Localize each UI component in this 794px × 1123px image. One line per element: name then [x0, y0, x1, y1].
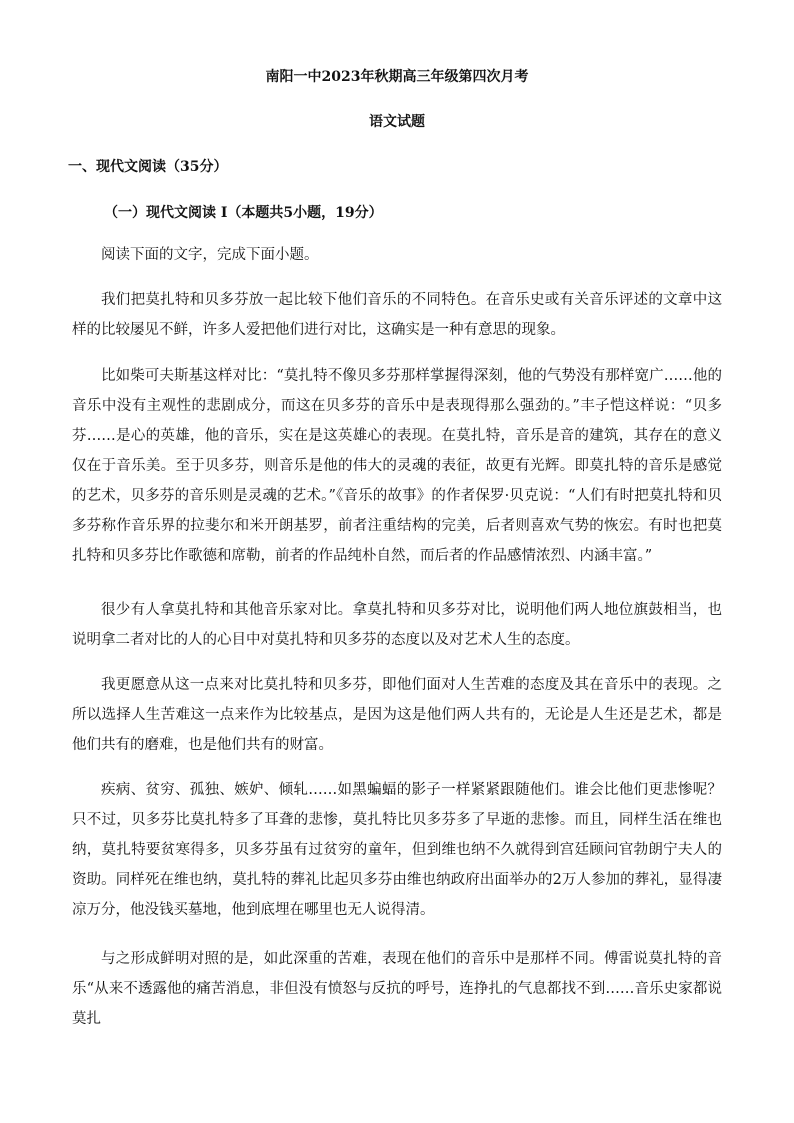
- subsection-heading: （一）现代文阅读 I（本题共5小题，19分）: [104, 205, 383, 221]
- paragraph-1: 我们把莫扎特和贝多芬放一起比较下他们音乐的不同特色。在音乐史或有关音乐评述的文章中这样的比较屡见不鲜，许多人爱把他们进行对比，这确实是一种有意思的现象。: [72, 292, 722, 338]
- paragraph-6: 与之形成鲜明对照的是，如此深重的苦难，表现在他们的音乐中是那样不同。傅雷说莫扎特的音乐“从来不透露他的痛苦消息，非但没有愤怒与反抗的呼号，连挣扎的气息都找不到……音乐史家都说莫扎: [72, 951, 722, 1027]
- paragraph-4: 我更愿意从这一点来对比莫扎特和贝多芬，即他们面对人生苦难的态度及其在音乐中的表现。之所以选择人生苦难这一点来作为比较基点，是因为这是他们两人共有的，无论是人生还是艺术，都是他们共有的磨难，也是他们共有的财富。: [72, 677, 722, 753]
- paragraph-instruction: 阅读下面的文字，完成下面小题。: [101, 247, 319, 263]
- exam-title: 南阳一中2023年秋期高三年级第四次月考: [265, 69, 529, 85]
- section-heading: 一、现代文阅读（35分）: [68, 159, 228, 175]
- subject-title: 语文试题: [369, 114, 425, 130]
- paragraph-5: 疾病、贫穷、孤独、嫉妒、倾轧……如黑蝙蝠的影子一样紧紧跟随他们。谁会比他们更悲惨呢？只不过，贝多芬比莫扎特多了耳聋的悲惨，莫扎特比贝多芬多了早逝的悲惨。而且，同样生活在维也纳，莫扎特要贫寒得多，贝多芬虽有过贫穷的童年，但到维也纳不久就得到宫廷顾问官勃朗宁夫人的资助。同样死在维也纳，莫扎特的葬礼比起贝多芬由维也纳政府出面举办的2万人参加的葬礼，显得凄凉万分，他没钱买墓地，他到底埋在哪里也无人说得清。: [72, 782, 722, 918]
- paragraph-3: 很少有人拿莫扎特和其他音乐家对比。拿莫扎特和贝多芬对比，说明他们两人地位旗鼓相当，也说明拿二者对比的人的心目中对莫扎特和贝多芬的态度以及对艺术人生的态度。: [72, 602, 722, 648]
- paragraph-2: 比如柴可夫斯基这样对比：“莫扎特不像贝多芬那样掌握得深刻，他的气势没有那样宽广……他的音乐中没有主观性的悲剧成分，而这在贝多芬的音乐中是表现得那么强劲的。”丰子恺这样说：“贝多芬……是心的英雄，他的音乐，实在是这英雄心的表现。在莫扎特，音乐是音的建筑，其存在的意义仅在于音乐美。至于贝多芬，则音乐是他的伟大的灵魂的表征，故更有光辉。即莫扎特的音乐是感觉的艺术，贝多芬的音乐则是灵魂的艺术。”《音乐的故事》的作者保罗·贝克说：“人们有时把莫扎特和贝多芬称作音乐界的拉斐尔和米开朗基罗，前者注重结构的完美，后者则喜欢气势的恢宏。有时也把莫扎特和贝多芬比作歌德和席勒，前者的作品纯朴自然，而后者的作品感情浓烈、内涵丰富。”: [72, 368, 722, 564]
